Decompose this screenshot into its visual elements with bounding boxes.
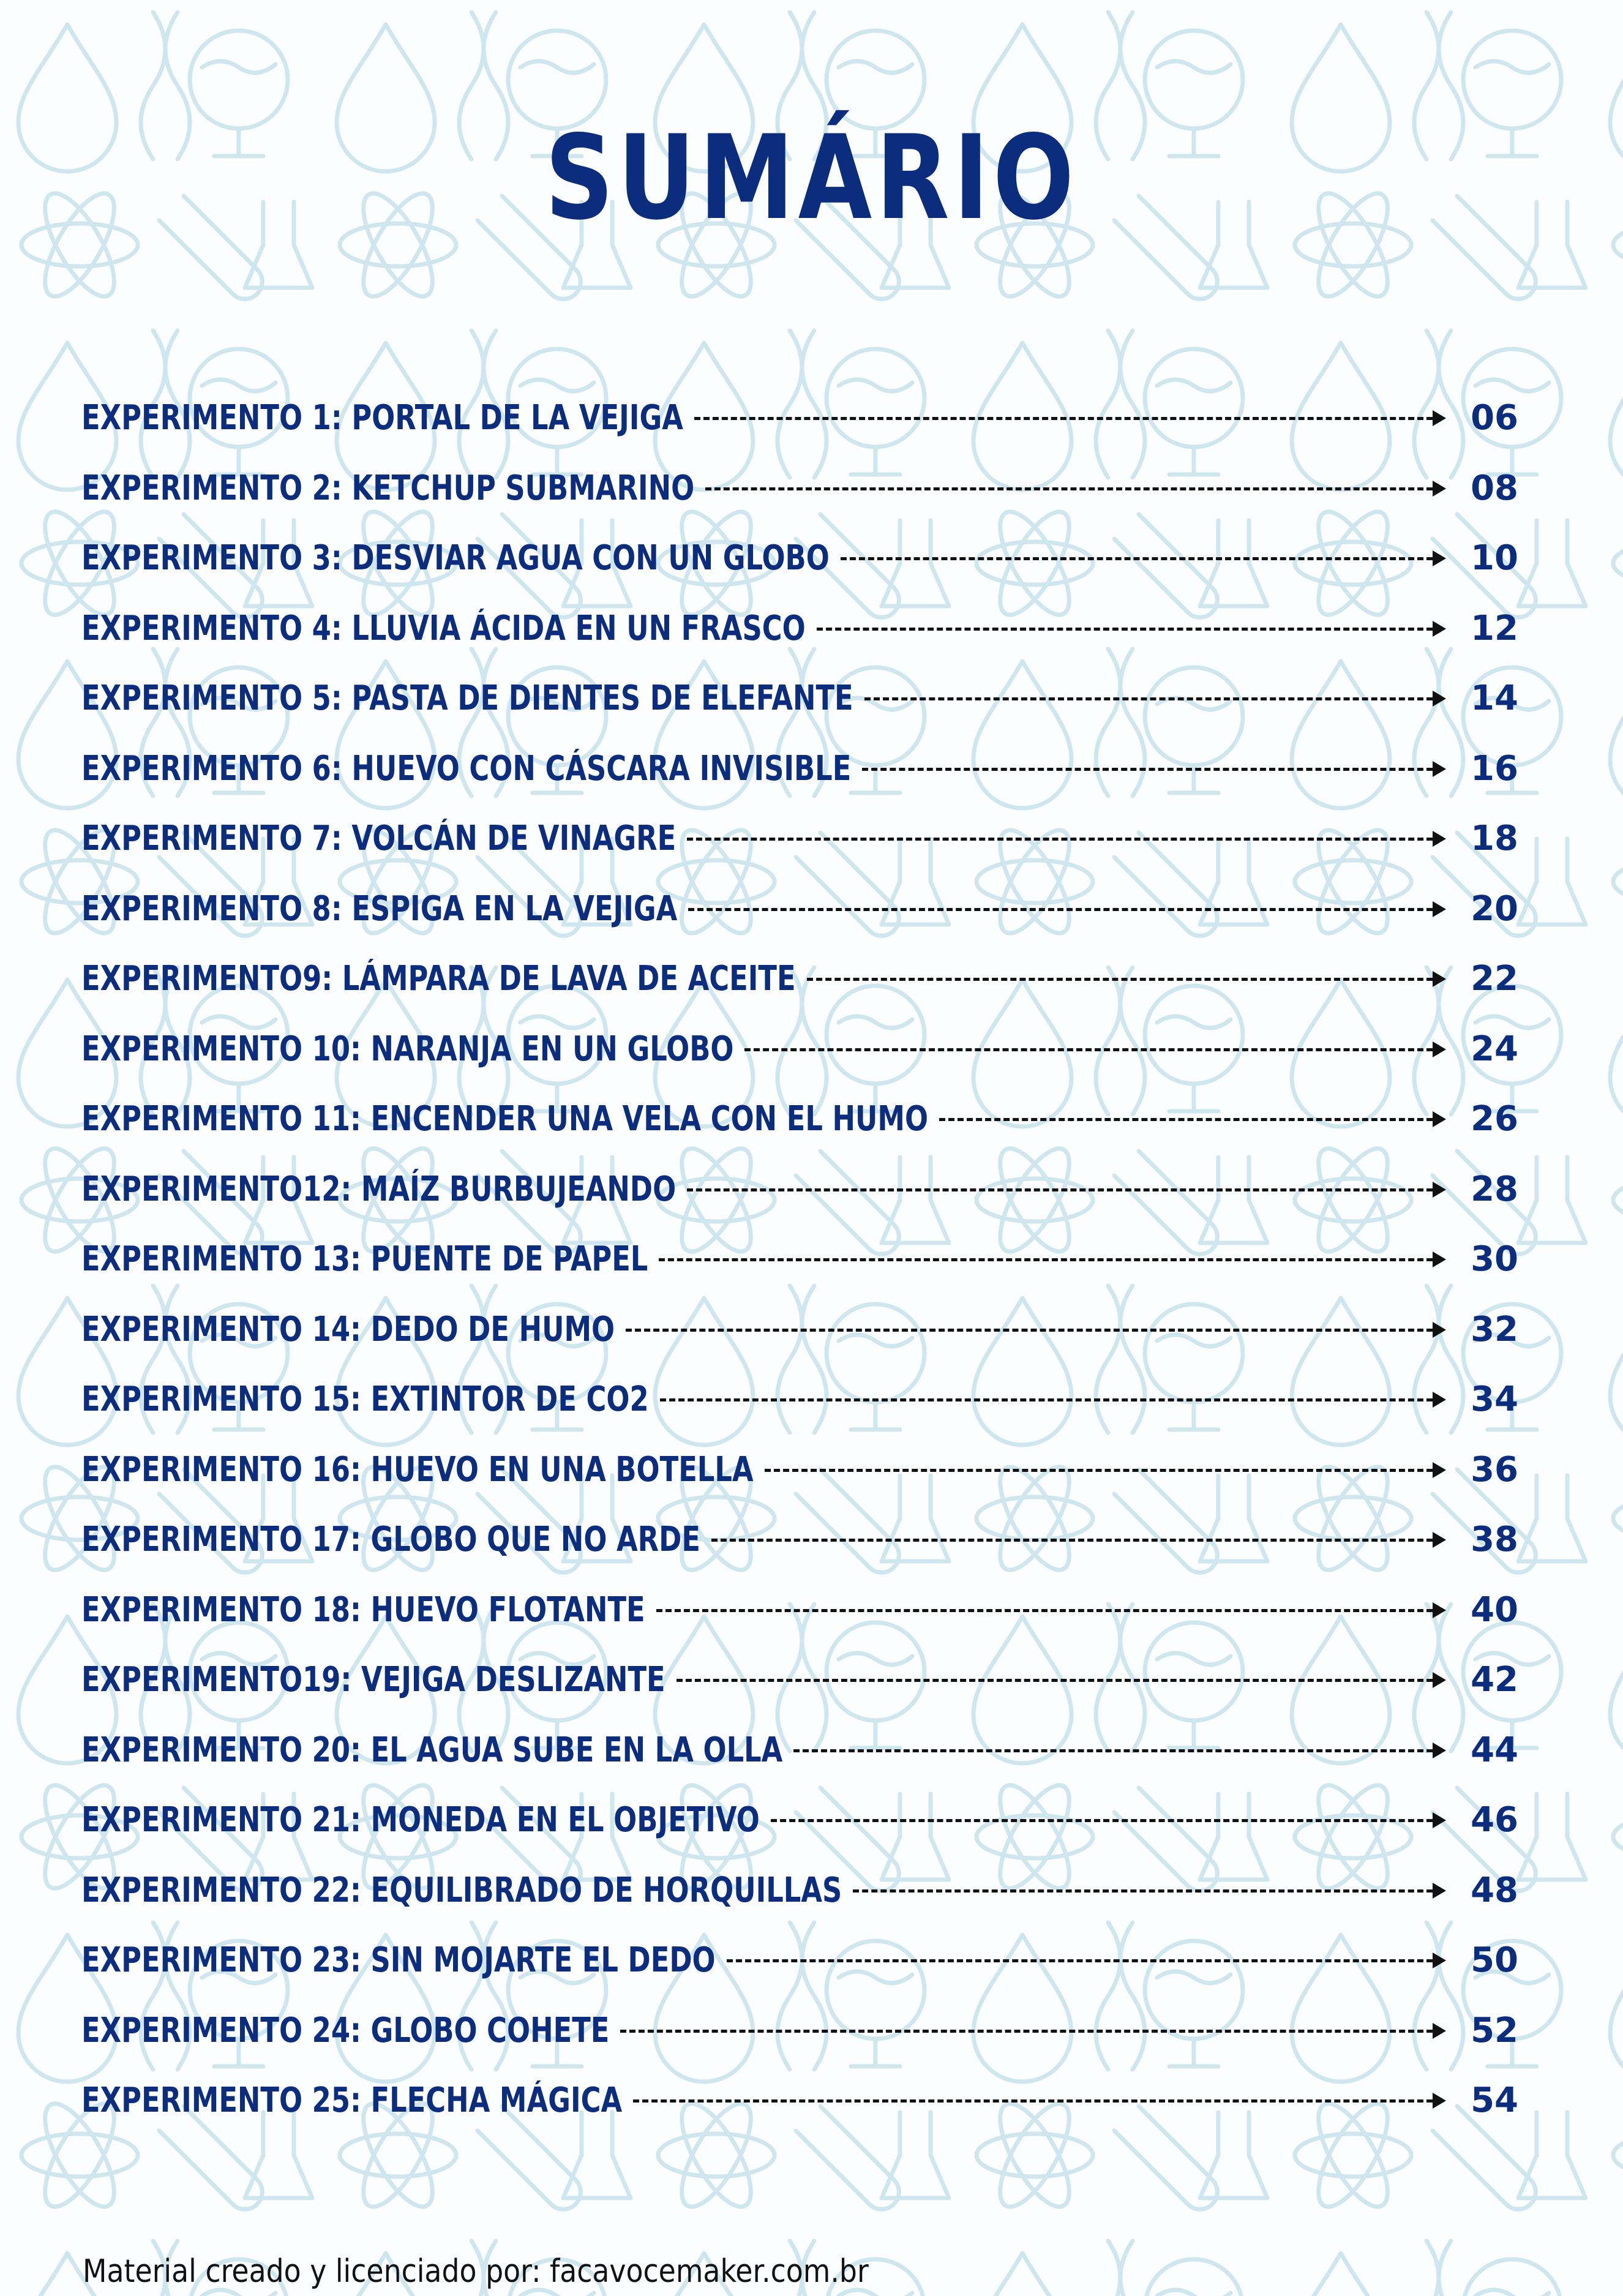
toc-entry-label: EXPERIMENTO 15: EXTINTOR DE CO2	[81, 1379, 649, 1419]
toc-entry-page-number: 52	[1471, 2010, 1518, 2050]
toc-entry	[0, 2066, 1623, 2135]
toc-entry-label: EXPERIMENTO 20: EL AGUA SUBE EN LA OLLA	[81, 1730, 783, 1770]
toc-entry-label: EXPERIMENTO 11: ENCENDER UNA VELA CON EL HUMO	[81, 1099, 929, 1139]
toc-entry	[0, 595, 1623, 663]
toc-entry-page-number: 16	[1471, 748, 1518, 789]
toc-entry-label: EXPERIMENTO 18: HUEVO FLOTANTE	[81, 1589, 645, 1630]
toc-entry	[0, 1436, 1623, 1504]
toc-entry	[0, 1646, 1623, 1714]
toc-entry	[0, 735, 1623, 803]
dotted-leader	[744, 1048, 1433, 1051]
toc-entry	[0, 1155, 1623, 1224]
dotted-leader	[862, 768, 1433, 771]
dotted-leader	[694, 417, 1433, 420]
arrow-right-icon	[1433, 2093, 1446, 2109]
toc-entry	[0, 1926, 1623, 1995]
toc-entry-label: EXPERIMENTO 10: NARANJA EN UN GLOBO	[81, 1029, 734, 1069]
dotted-leader	[687, 1188, 1433, 1191]
dotted-leader	[656, 1609, 1433, 1612]
toc-entry	[0, 875, 1623, 944]
toc-entry-page-number: 18	[1471, 819, 1518, 858]
toc-entry	[0, 1225, 1623, 1294]
arrow-right-icon	[1433, 761, 1446, 777]
arrow-right-icon	[1433, 831, 1446, 847]
dotted-leader	[727, 1959, 1433, 1962]
toc-entry-label: EXPERIMENTO 13: PUENTE DE PAPEL	[81, 1239, 648, 1279]
arrow-right-icon	[1433, 1041, 1446, 1057]
toc-entry	[0, 384, 1623, 452]
arrow-right-icon	[1433, 1392, 1446, 1408]
dotted-leader	[841, 557, 1433, 560]
dotted-leader	[711, 1539, 1433, 1542]
dotted-leader	[864, 697, 1433, 700]
toc-entry	[0, 805, 1623, 873]
toc-entry-page-number: 06	[1471, 398, 1518, 438]
toc-entry-label: EXPERIMENTO9: LÁMPARA DE LAVA DE ACEITE	[81, 959, 796, 999]
dotted-leader	[853, 1889, 1433, 1893]
arrow-right-icon	[1433, 971, 1446, 987]
toc-entry-page-number: 08	[1471, 468, 1518, 508]
dotted-leader	[807, 978, 1433, 981]
toc-entry-page-number: 26	[1471, 1099, 1518, 1139]
toc-entry-page-number: 38	[1471, 1520, 1518, 1559]
arrow-right-icon	[1433, 1532, 1446, 1548]
dotted-leader	[659, 1258, 1433, 1261]
toc-entry-page-number: 10	[1471, 538, 1518, 578]
toc-entry	[0, 1997, 1623, 2065]
dotted-leader	[620, 2030, 1433, 2033]
toc-entry-page-number: 40	[1471, 1589, 1518, 1630]
toc-entry	[0, 1716, 1623, 1785]
arrow-right-icon	[1433, 410, 1446, 426]
toc-entry	[0, 1365, 1623, 1434]
toc-entry-label: EXPERIMENTO 14: DEDO DE HUMO	[81, 1309, 615, 1349]
dotted-leader	[705, 487, 1433, 490]
toc-entry-label: EXPERIMENTO 1: PORTAL DE LA VEJIGA	[81, 398, 683, 438]
dotted-leader	[687, 838, 1433, 841]
arrow-right-icon	[1433, 1182, 1446, 1198]
dotted-leader	[793, 1749, 1433, 1752]
toc-entry-page-number: 36	[1471, 1449, 1518, 1490]
dotted-leader	[765, 1469, 1433, 1472]
toc-entry	[0, 1085, 1623, 1154]
toc-entry	[0, 1576, 1623, 1645]
toc-entry-page-number: 32	[1471, 1309, 1518, 1349]
dotted-leader	[688, 908, 1433, 911]
arrow-right-icon	[1433, 1322, 1446, 1338]
toc-entry-label: EXPERIMENTO 7: VOLCÁN DE VINAGRE	[81, 819, 677, 858]
toc-entry-label: EXPERIMENTO 5: PASTA DE DIENTES DE ELEFANTE	[81, 678, 853, 718]
toc-entry-page-number: 54	[1471, 2080, 1518, 2120]
arrow-right-icon	[1433, 901, 1446, 917]
dotted-leader	[626, 1329, 1433, 1332]
arrow-right-icon	[1433, 1251, 1446, 1267]
toc-entry-page-number: 42	[1471, 1660, 1518, 1700]
page-title: SUMÁRIO	[545, 110, 1078, 246]
toc-entry	[0, 1856, 1623, 1925]
toc-entry-page-number: 24	[1471, 1029, 1518, 1069]
arrow-right-icon	[1433, 1743, 1446, 1758]
arrow-right-icon	[1433, 1812, 1446, 1828]
arrow-right-icon	[1433, 481, 1446, 497]
toc-entry	[0, 664, 1623, 733]
toc-entry-page-number: 12	[1471, 608, 1518, 648]
toc-entry-label: EXPERIMENTO 22: EQUILIBRADO DE HORQUILLAS	[81, 1870, 842, 1910]
arrow-right-icon	[1433, 1953, 1446, 1968]
toc-entry	[0, 1506, 1623, 1574]
toc-entry-page-number: 44	[1471, 1730, 1518, 1770]
arrow-right-icon	[1433, 2023, 1446, 2039]
toc-entry-label: EXPERIMENTO 24: GLOBO COHETE	[81, 2010, 610, 2050]
arrow-right-icon	[1433, 1111, 1446, 1127]
toc-entry-label: EXPERIMENTO 17: GLOBO QUE NO ARDE	[81, 1520, 700, 1559]
dotted-leader	[633, 2099, 1433, 2103]
toc-entry-label: EXPERIMENTO 8: ESPIGA EN LA VEJIGA	[81, 888, 678, 929]
toc-entry-page-number: 30	[1471, 1239, 1518, 1279]
toc-entry-label: EXPERIMENTO 23: SIN MOJARTE EL DEDO	[81, 1940, 716, 1980]
toc-entry	[0, 1015, 1623, 1084]
toc-entry-label: EXPERIMENTO 25: FLECHA MÁGICA	[81, 2080, 623, 2120]
toc-entry	[0, 1296, 1623, 1364]
toc-entry	[0, 945, 1623, 1013]
toc-entry-page-number: 20	[1471, 888, 1518, 929]
toc-entry-label: EXPERIMENTO 6: HUEVO CON CÁSCARA INVISIBLE	[81, 748, 852, 789]
dotted-leader	[817, 628, 1433, 631]
footer-credit: Material creado y licenciado por: facavocemaker.com.br	[83, 2253, 869, 2290]
toc-entry-page-number: 14	[1471, 678, 1518, 718]
arrow-right-icon	[1433, 1883, 1446, 1899]
arrow-right-icon	[1433, 691, 1446, 707]
arrow-right-icon	[1433, 1672, 1446, 1688]
arrow-right-icon	[1433, 621, 1446, 637]
toc-entry	[0, 454, 1623, 523]
arrow-right-icon	[1433, 550, 1446, 566]
arrow-right-icon	[1433, 1462, 1446, 1478]
toc-entry-label: EXPERIMENTO 3: DESVIAR AGUA CON UN GLOBO	[81, 538, 830, 578]
dotted-leader	[660, 1398, 1433, 1401]
toc-entry-label: EXPERIMENTO 21: MONEDA EN EL OBJETIVO	[81, 1800, 760, 1840]
dotted-leader	[939, 1118, 1433, 1121]
arrow-right-icon	[1433, 1602, 1446, 1618]
toc-entry-label: EXPERIMENTO12: MAÍZ BURBUJEANDO	[81, 1169, 677, 1209]
toc-entry-page-number: 46	[1471, 1800, 1518, 1840]
toc-entry-label: EXPERIMENTO 4: LLUVIA ÁCIDA EN UN FRASCO	[81, 608, 806, 648]
toc-entry-page-number: 50	[1471, 1940, 1518, 1980]
toc-entry-label: EXPERIMENTO19: VEJIGA DESLIZANTE	[81, 1660, 665, 1700]
toc-entry	[0, 524, 1623, 593]
toc-entry-page-number: 34	[1471, 1379, 1518, 1419]
toc-entry-label: EXPERIMENTO 2: KETCHUP SUBMARINO	[81, 468, 695, 508]
toc-entry-page-number: 22	[1471, 959, 1518, 999]
toc-entry-label: EXPERIMENTO 16: HUEVO EN UNA BOTELLA	[81, 1449, 754, 1490]
toc-entry-page-number: 48	[1471, 1870, 1518, 1910]
toc-entry	[0, 1786, 1623, 1855]
dotted-leader	[677, 1679, 1433, 1682]
dotted-leader	[771, 1819, 1433, 1822]
toc-entry-page-number: 28	[1471, 1169, 1518, 1209]
